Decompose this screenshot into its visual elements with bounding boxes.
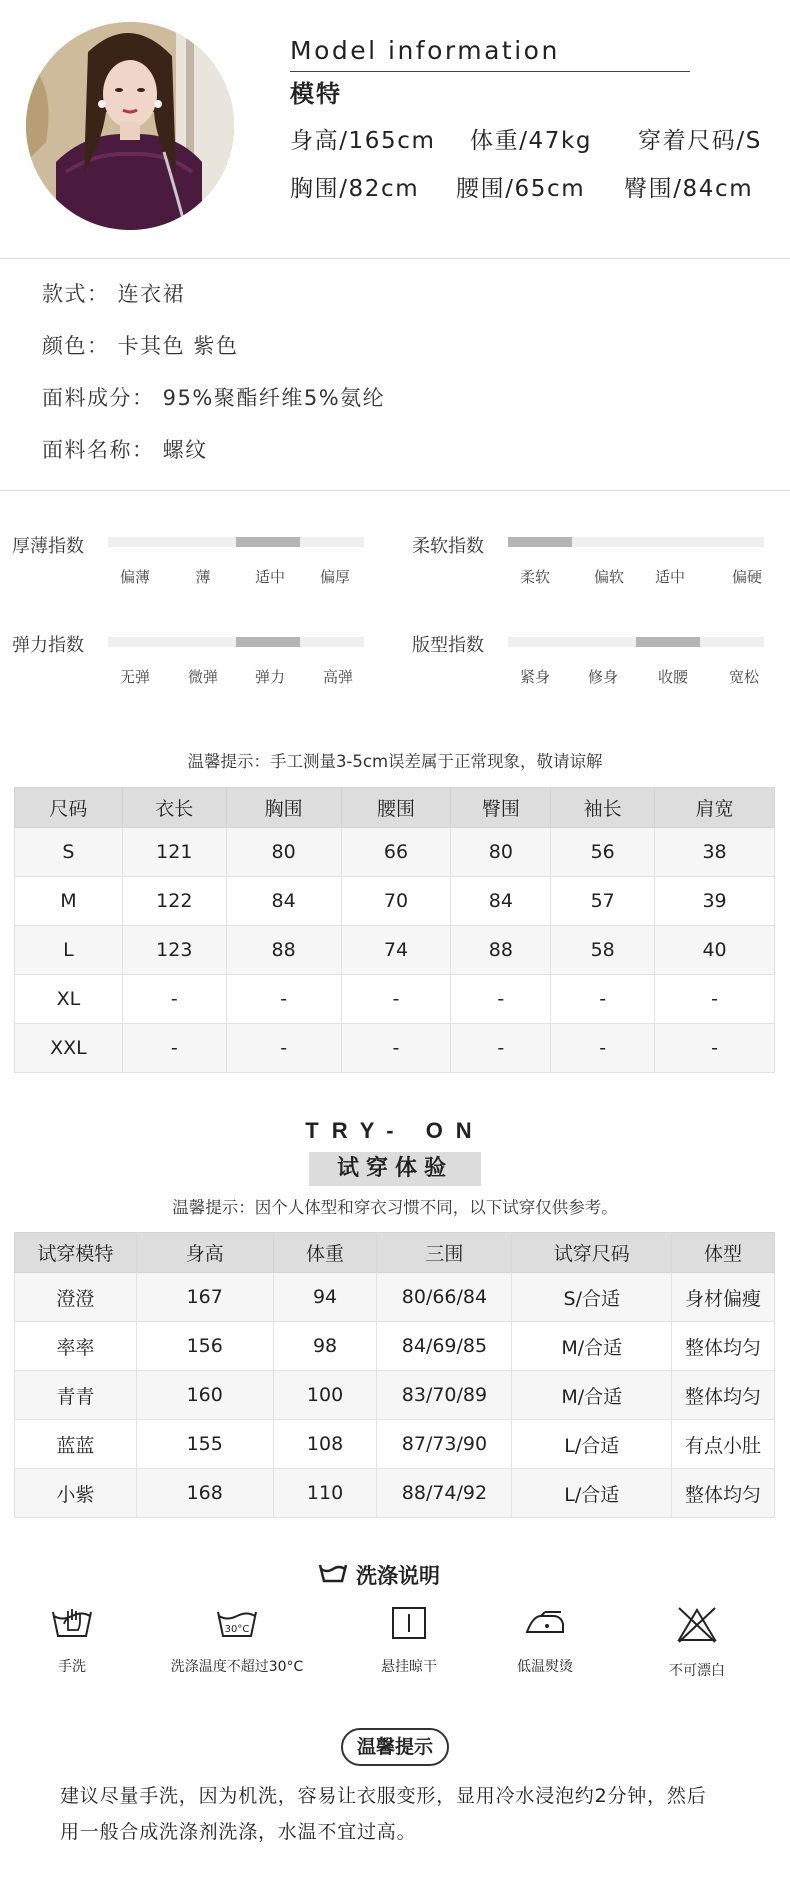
table-cell: 40 <box>655 926 775 975</box>
index-option: 偏薄 <box>119 568 150 586</box>
table-cell: 155 <box>136 1420 273 1469</box>
model-title-en: Model information <box>290 36 560 65</box>
table-cell: 94 <box>273 1273 377 1322</box>
index-option: 宽松 <box>728 668 759 686</box>
table-cell: 100 <box>273 1371 377 1420</box>
product-style: 款式： 连衣裙 <box>42 282 186 306</box>
table-cell: L/合适 <box>512 1420 672 1469</box>
table-cell: 小紫 <box>15 1469 137 1518</box>
index-option: 弹力 <box>254 668 285 686</box>
wash-title-text: 洗涤说明 <box>356 1564 440 1588</box>
notice-line-2: 用一般合成洗涤剂洗涤，水温不宜过高。 <box>60 1821 417 1843</box>
column-header: 臀围 <box>451 788 551 828</box>
column-header: 衣长 <box>122 788 226 828</box>
table-cell: - <box>122 1024 226 1073</box>
product-composition: 面料成分： 95%聚酯纤维5%氨纶 <box>42 386 386 410</box>
index-highlight <box>236 537 300 547</box>
model-waist: 腰围/65cm <box>456 176 586 202</box>
table-cell: 110 <box>273 1469 377 1518</box>
divider <box>0 258 790 259</box>
column-header: 三围 <box>377 1233 512 1273</box>
index-track <box>108 637 364 647</box>
index-option: 偏软 <box>593 568 624 586</box>
tryon-table-header <box>15 1233 775 1273</box>
table-row <box>15 1420 775 1469</box>
table-cell: 84/69/85 <box>377 1322 512 1371</box>
index-highlight <box>236 637 300 647</box>
index-option: 高弹 <box>322 668 353 686</box>
table-cell: 160 <box>136 1371 273 1420</box>
table-cell: 88/74/92 <box>377 1469 512 1518</box>
index-option: 微弹 <box>187 668 218 686</box>
column-header: 身高 <box>136 1233 273 1273</box>
model-photo <box>26 22 234 230</box>
index-label: 版型指数 <box>412 635 484 656</box>
table-cell: 39 <box>655 877 775 926</box>
index-option: 无弹 <box>119 668 150 686</box>
index-option: 偏硬 <box>731 568 762 586</box>
model-height: 身高/165cm <box>290 128 436 154</box>
table-cell: 88 <box>226 926 341 975</box>
notice-title: 温馨提示 <box>341 1728 449 1766</box>
table-cell: 80/66/84 <box>377 1273 512 1322</box>
column-header: 腰围 <box>341 788 451 828</box>
low-iron-icon <box>523 1606 567 1640</box>
table-cell: 156 <box>136 1322 273 1371</box>
table-cell: 84 <box>451 877 551 926</box>
size-table <box>14 787 775 1073</box>
table-cell: XXL <box>15 1024 123 1073</box>
wash-title <box>318 1560 440 1590</box>
table-cell: 80 <box>226 828 341 877</box>
table-row <box>15 1273 775 1322</box>
care-item-hand-wash <box>0 1606 147 1676</box>
product-color: 颜色： 卡其色 紫色 <box>42 334 239 358</box>
table-cell: 澄澄 <box>15 1273 137 1322</box>
table-cell: 83/70/89 <box>377 1371 512 1420</box>
model-title-rule <box>290 71 690 72</box>
index-track <box>108 537 364 547</box>
notice-line-1: 建议尽量手洗，因为机洗，容易让衣服变形，显用冷水浸泡约2分钟，然后 <box>60 1785 707 1807</box>
index-option: 修身 <box>587 668 618 686</box>
wash-basin-icon <box>318 1561 348 1590</box>
table-cell: 168 <box>136 1469 273 1518</box>
table-cell: 121 <box>122 828 226 877</box>
table-cell: 98 <box>273 1322 377 1371</box>
table-cell: 108 <box>273 1420 377 1469</box>
care-label: 不可漂白 <box>669 1663 725 1679</box>
table-cell: XL <box>15 975 123 1024</box>
table-cell: 88 <box>451 926 551 975</box>
index-option: 适中 <box>654 568 685 586</box>
table-row <box>15 926 775 975</box>
care-label: 手洗 <box>58 1659 86 1675</box>
table-row <box>15 877 775 926</box>
table-cell: 整体均匀 <box>672 1469 775 1518</box>
model-weight: 体重/47kg <box>470 128 593 154</box>
tryon-title-cn: 试穿体验 <box>309 1152 481 1186</box>
care-item-wash-30 <box>162 1606 312 1676</box>
care-label: 悬挂晾干 <box>381 1659 437 1675</box>
wash-30-icon <box>215 1606 259 1640</box>
column-header: 试穿尺码 <box>512 1233 672 1273</box>
care-item-no-bleach <box>622 1606 772 1680</box>
index-track <box>508 637 764 647</box>
table-cell: S/合适 <box>512 1273 672 1322</box>
table-cell: 122 <box>122 877 226 926</box>
table-cell: 整体均匀 <box>672 1322 775 1371</box>
table-cell: 58 <box>551 926 655 975</box>
table-cell: 74 <box>341 926 451 975</box>
table-row <box>15 975 775 1024</box>
table-row <box>15 1469 775 1518</box>
table-cell: - <box>551 975 655 1024</box>
index-label: 厚薄指数 <box>12 536 84 557</box>
column-header: 肩宽 <box>655 788 775 828</box>
table-cell: - <box>341 975 451 1024</box>
table-cell: 70 <box>341 877 451 926</box>
column-header: 胸围 <box>226 788 341 828</box>
care-label: 洗涤温度不超过30°C <box>170 1659 304 1675</box>
column-header: 体型 <box>672 1233 775 1273</box>
column-header: 试穿模特 <box>15 1233 137 1273</box>
table-cell: - <box>226 975 341 1024</box>
table-cell: - <box>451 975 551 1024</box>
index-option: 收腰 <box>657 668 688 686</box>
table-cell: M/合适 <box>512 1371 672 1420</box>
divider <box>0 490 790 491</box>
table-cell: M/合适 <box>512 1322 672 1371</box>
hand-wash-icon <box>50 1606 94 1640</box>
index-option: 偏厚 <box>319 568 350 586</box>
index-track <box>508 537 764 547</box>
no-bleach-icon <box>675 1606 719 1644</box>
table-cell: - <box>451 1024 551 1073</box>
tryon-title-en: TRY- ON <box>305 1118 485 1143</box>
table-row <box>15 1322 775 1371</box>
table-cell: 84 <box>226 877 341 926</box>
table-cell: L <box>15 926 123 975</box>
table-cell: - <box>341 1024 451 1073</box>
column-header: 尺码 <box>15 788 123 828</box>
index-option: 薄 <box>195 568 211 586</box>
table-cell: - <box>551 1024 655 1073</box>
index-option: 适中 <box>254 568 285 586</box>
model-bust: 胸围/82cm <box>290 176 420 202</box>
index-highlight <box>508 537 572 547</box>
table-cell: L/合适 <box>512 1469 672 1518</box>
table-row <box>15 828 775 877</box>
index-option: 紧身 <box>519 668 550 686</box>
table-cell: 56 <box>551 828 655 877</box>
care-item-hang-dry <box>334 1606 484 1676</box>
column-header: 袖长 <box>551 788 655 828</box>
index-label: 弹力指数 <box>12 635 84 656</box>
table-cell: 66 <box>341 828 451 877</box>
model-size: 穿着尺码/S <box>638 128 762 154</box>
index-option: 柔软 <box>519 568 550 586</box>
table-cell: 有点小肚 <box>672 1420 775 1469</box>
tryon-table <box>14 1232 775 1518</box>
table-cell: 87/73/90 <box>377 1420 512 1469</box>
table-cell: 57 <box>551 877 655 926</box>
svg-text:30°C: 30°C <box>224 1624 250 1635</box>
table-cell: 蓝蓝 <box>15 1420 137 1469</box>
table-cell: 率率 <box>15 1322 137 1371</box>
size-table-header <box>15 788 775 828</box>
model-title-cn: 模特 <box>290 80 342 108</box>
care-label: 低温熨烫 <box>517 1659 573 1675</box>
table-cell: - <box>655 975 775 1024</box>
table-cell: 整体均匀 <box>672 1371 775 1420</box>
table-cell: 123 <box>122 926 226 975</box>
table-row <box>15 1371 775 1420</box>
index-highlight <box>636 637 700 647</box>
model-information-section <box>0 0 790 258</box>
care-item-low-iron <box>470 1606 620 1676</box>
tryon-tip: 温馨提示：因个人体型和穿衣习惯不同，以下试穿仅供参考。 <box>172 1198 618 1217</box>
table-cell: S <box>15 828 123 877</box>
table-cell: 身材偏瘦 <box>672 1273 775 1322</box>
column-header: 体重 <box>273 1233 377 1273</box>
table-cell: 38 <box>655 828 775 877</box>
table-row <box>15 1024 775 1073</box>
index-label: 柔软指数 <box>412 536 484 557</box>
table-cell: 167 <box>136 1273 273 1322</box>
table-cell: 80 <box>451 828 551 877</box>
table-cell: - <box>122 975 226 1024</box>
table-cell: - <box>226 1024 341 1073</box>
hang-dry-icon <box>387 1606 431 1640</box>
size-table-tip: 温馨提示：手工测量3-5cm误差属于正常现象，敬请谅解 <box>187 752 603 771</box>
table-cell: 青青 <box>15 1371 137 1420</box>
model-hip: 臀围/84cm <box>624 176 754 202</box>
table-cell: - <box>655 1024 775 1073</box>
table-cell: M <box>15 877 123 926</box>
product-fabric-name: 面料名称： 螺纹 <box>42 438 208 462</box>
